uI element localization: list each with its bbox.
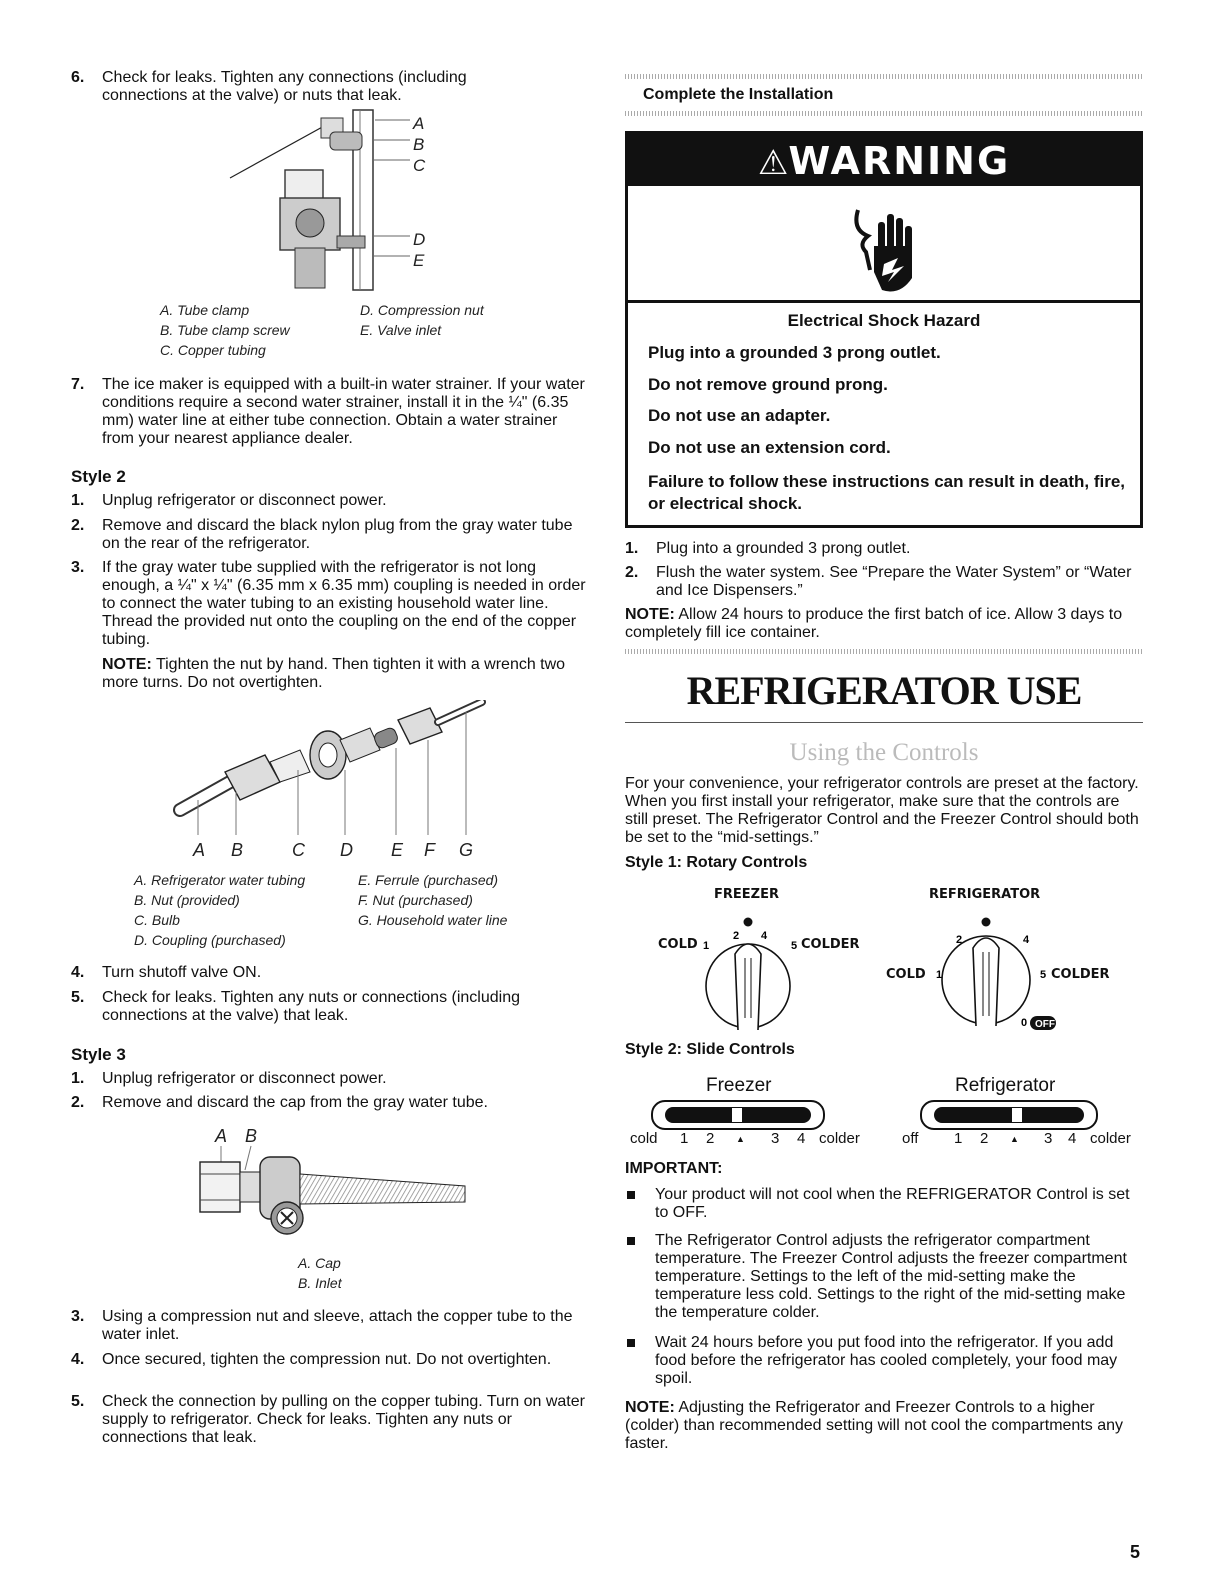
electric-shock-hand-icon <box>850 200 920 300</box>
fig2-letter-b: B <box>231 840 244 860</box>
off-badge-text: OFF <box>1035 1019 1055 1030</box>
warning-triangle-icon: ⚠ <box>757 143 789 183</box>
style2-slide-heading: Style 2: Slide Controls <box>625 1041 795 1058</box>
step-number: 6. <box>71 69 85 86</box>
style3-heading: Style 3 <box>71 1045 126 1064</box>
fridge-mark-4: 4 <box>1023 934 1030 946</box>
step-text: The ice maker is equipped with a built-in water strainer. If your water conditions require a second water strainer, install it in the ¼" (6.35 mm) water line at either tube connection. Obtain a water strainer from your nearest appliance dealer. <box>102 376 585 447</box>
valve-clamp-illustration <box>225 108 445 298</box>
freezer-slide-title: Freezer <box>706 1075 772 1096</box>
warning-header <box>628 134 1140 186</box>
divider <box>625 74 1143 79</box>
fig1-letter-b: B <box>413 135 425 154</box>
freezer-mark-4: 4 <box>761 930 768 942</box>
fig2-letter-a: A <box>193 840 206 860</box>
bullet-square-icon <box>627 1339 635 1347</box>
refrigerator-colder-label: COLDER <box>1051 967 1110 982</box>
fig2-captions-left: A. Refrigerator water tubing B. Nut (provided) C. Bulb D. Coupling (purchased) <box>134 872 306 948</box>
fig3-letter-b: B <box>245 1126 258 1146</box>
freezer-slider[interactable] <box>651 1100 825 1130</box>
bullet-square-icon <box>627 1191 635 1199</box>
fridge-mark-1: 1 <box>936 969 943 981</box>
fig1-captions-left: A. Tube clamp B. Tube clamp screw C. Copper tubing <box>160 302 290 358</box>
fig1-captions-right: D. Compression nut E. Valve inlet <box>360 302 484 338</box>
coupling-assembly-illustration <box>170 700 490 865</box>
freezer-rotary-dial[interactable] <box>655 908 865 1033</box>
fig1-letter-a: A <box>413 114 425 133</box>
freezer-dial-title: FREEZER <box>714 887 779 902</box>
section-rule <box>625 722 1143 723</box>
fig1-letter-c: C <box>413 156 426 175</box>
warning-line: Plug into a grounded 3 prong outlet. <box>648 343 941 362</box>
freezer-mark-1: 1 <box>703 940 710 952</box>
important-heading: IMPORTANT: <box>625 1160 723 1177</box>
refrigerator-slider-thumb[interactable] <box>1012 1108 1022 1122</box>
warning-title: WARNING <box>788 139 1011 183</box>
bullet-square-icon <box>627 1237 635 1245</box>
fig1-letter-e: E <box>413 251 425 270</box>
controls-intro: For your convenience, your refrigerator controls are preset at the factory. When you first install your refrigerator, make sure that the controls are still preset. The Refrigerator Control and the Freezer Control should both be set to the “mid-settings.” <box>625 775 1139 846</box>
refrigerator-slider-track <box>934 1107 1084 1123</box>
warning-line: Failure to follow these instructions can result in death, fire, or electrical shock. <box>648 472 1126 513</box>
freezer-colder-label: COLDER <box>801 937 860 952</box>
subsection-title: Using the Controls <box>789 739 979 766</box>
cap-inlet-illustration <box>195 1122 475 1252</box>
warning-line: Do not remove ground prong. <box>648 375 888 394</box>
fig2-letter-c: C <box>292 840 305 860</box>
fridge-mark-5: 5 <box>1040 969 1047 981</box>
freezer-mark-5: 5 <box>791 940 798 952</box>
refrigerator-slide-title: Refrigerator <box>955 1075 1056 1096</box>
install-note: NOTE: Allow 24 hours to produce the first batch of ice. Allow 3 days to completely fill ice container. <box>625 606 1123 641</box>
hazard-title: Electrical Shock Hazard <box>787 311 981 330</box>
warning-rule <box>628 300 1140 303</box>
divider <box>625 649 1143 654</box>
step-number: 7. <box>71 376 85 393</box>
fridge-mark-2: 2 <box>956 934 963 946</box>
warning-line: Do not use an adapter. <box>648 406 831 425</box>
style2-note: NOTE: Tighten the nut by hand. Then tighten it with a wrench two more turns. Do not overtighten. <box>102 656 566 691</box>
freezer-slider-thumb[interactable] <box>732 1108 742 1122</box>
fig2-captions-right: E. Ferrule (purchased) F. Nut (purchased) G. Household water line <box>358 872 508 928</box>
page-number: 5 <box>1130 1542 1141 1562</box>
section-title: REFRIGERATOR USE <box>686 668 1082 713</box>
fig2-letter-g: G <box>459 840 474 860</box>
fig3-letter-a: A <box>215 1126 228 1146</box>
fig2-letter-f: F <box>424 840 435 860</box>
fig3-captions: A. Cap B. Inlet <box>298 1255 342 1291</box>
fridge-mark-0: 0 <box>1021 1017 1028 1029</box>
fig1-letter-d: D <box>413 230 426 249</box>
fig2-letter-d: D <box>340 840 353 860</box>
refrigerator-cold-label: COLD <box>886 967 926 982</box>
final-note: NOTE: Adjusting the Refrigerator and Freezer Controls to a higher (colder) than recommended setting will not cool the compartments any faster. <box>625 1399 1124 1452</box>
warning-line: Do not use an extension cord. <box>648 438 891 457</box>
fig2-letter-e: E <box>391 840 404 860</box>
divider <box>625 111 1143 116</box>
complete-installation-heading: Complete the Installation <box>643 86 834 103</box>
freezer-cold-label: COLD <box>658 937 698 952</box>
refrigerator-dial-title: REFRIGERATOR <box>929 887 1041 902</box>
warning-box <box>625 131 1143 528</box>
style2-heading: Style 2 <box>71 467 126 486</box>
style1-heading: Style 1: Rotary Controls <box>625 854 808 871</box>
refrigerator-slider[interactable] <box>920 1100 1098 1130</box>
step-text: Check for leaks. Tighten any connections (including connections at the valve) or nuts that leak. <box>102 69 467 104</box>
freezer-mark-2: 2 <box>733 930 740 942</box>
